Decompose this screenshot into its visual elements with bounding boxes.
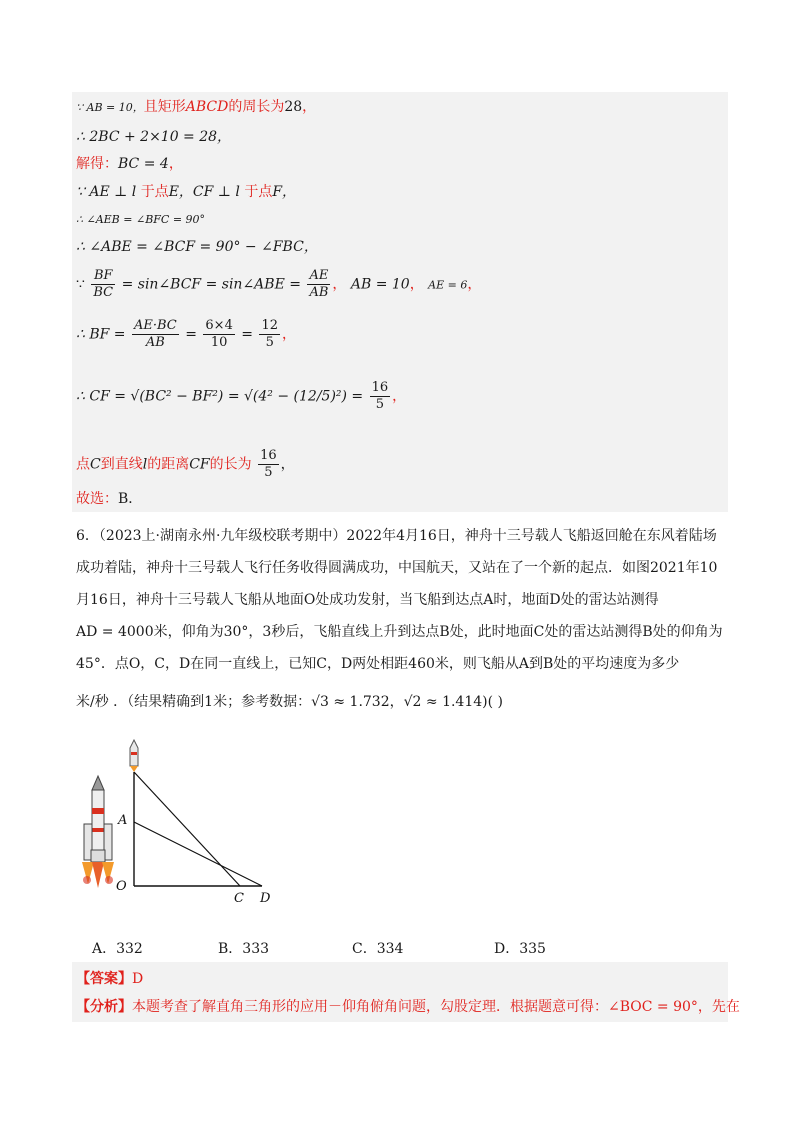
fraction-16-5-result: $\frac{16}{5}$ [260,448,277,480]
label-c: C [234,891,244,904]
solution-line-1: ∵ AB = 10，且矩形ABCD的周长为28， [76,99,317,115]
solution-line-8: ∴ BF = $\frac{AE\cdot BC}{AB}$ = $\frac{6\times 4}{10}$ = $\frac{12}{5}$ ， [76,318,297,350]
solution-line-7: ∵ $\frac{BF}{BC}$ = sin∠BCF = sin∠ABE = $\frac{AE}{AB}$ ， AB = 10， AE = 6， [76,268,482,300]
fraction-bf-bc: $\frac{BF}{BC}$ [93,268,114,300]
choice-d[interactable]: D．335 [494,941,546,957]
fraction-16-5: $\frac{16}{5}$ [371,380,389,412]
fraction-12-5: $\frac{12}{5}$ [261,318,279,350]
solution-line-5: ∴ ∠AEB = ∠BFC = 90° [76,213,206,226]
solution-line-4: ∵ AE ⊥ l 于点E，CF ⊥ l 于点F， [76,184,297,200]
question-line-3: 月16日，神舟十三号载人飞船从地面O处成功发射，当飞船到达点A时，地面D处的雷达站测得 [76,592,659,608]
solution-line-11: 故选：B． [76,491,143,507]
question-line-2: 成功着陆，神舟十三号载人飞行任务收得圆满成功，中国航天，又站在了一个新的起点．如图2021年10 [76,560,718,576]
question-line-5: 45°．点O，C，D在同一直线上，已知C，D两处相距460米，则飞船从A到B处的平均速度为多少 [76,656,680,672]
choice-b[interactable]: B．333 [218,941,270,957]
fraction-ae-ab: $\frac{AE}{AB}$ [309,268,329,300]
label-d: D [260,891,271,904]
choice-c[interactable]: C．334 [352,941,404,957]
answer-line: 【答案】D [76,971,144,987]
rocket-figure [74,736,274,904]
choice-a[interactable]: A．332 [92,941,143,957]
analysis-line: 【分析】本题考查了解直角三角形的应用－仰角俯角问题，勾股定理．根据题意可得：∠BOC = 90°，先在 [76,999,740,1015]
fraction-aebc-ab: $\frac{AE\cdot BC}{AB}$ [134,318,177,350]
line-ad [134,822,262,886]
fraction-6x4-10: $\frac{6\times 4}{10}$ [205,318,233,350]
rocket-icon [82,776,114,888]
label-o: O [116,879,127,894]
solution-line-6: ∴ ∠ABE = ∠BCF = 90° − ∠FBC， [76,239,318,255]
solution-line-9: ∴ CF = √(BC² − BF²) = √(4² − (12/5)²) = $\frac{16}{5}$ ， [76,380,407,412]
question-line-4: AD = 4000米，仰角为30°，3秒后，飞船直线上升到达点B处，此时地面C处的雷达站测得B处的仰角为 [76,624,723,640]
question-line-1: 6．（2023上·湖南永州·九年级校联考期中）2022年4月16日，神舟十三号载人飞船返回舱在东风着陆场 [76,528,717,544]
label-a: A [118,813,128,828]
line-bc [134,772,240,886]
question-line-6: 米/秒 ．（结果精确到1米；参考数据：√3 ≈ 1.732，√2 ≈ 1.414)( ) [76,694,503,710]
solution-line-3: 解得：BC = 4， [76,156,183,172]
solution-line-2: ∴ 2BC + 2×10 = 28， [76,129,232,145]
solution-line-10: 点C到直线l的距离CF的长为 $\frac{16}{5}$ ， [76,448,295,480]
small-rocket-icon [130,740,138,772]
